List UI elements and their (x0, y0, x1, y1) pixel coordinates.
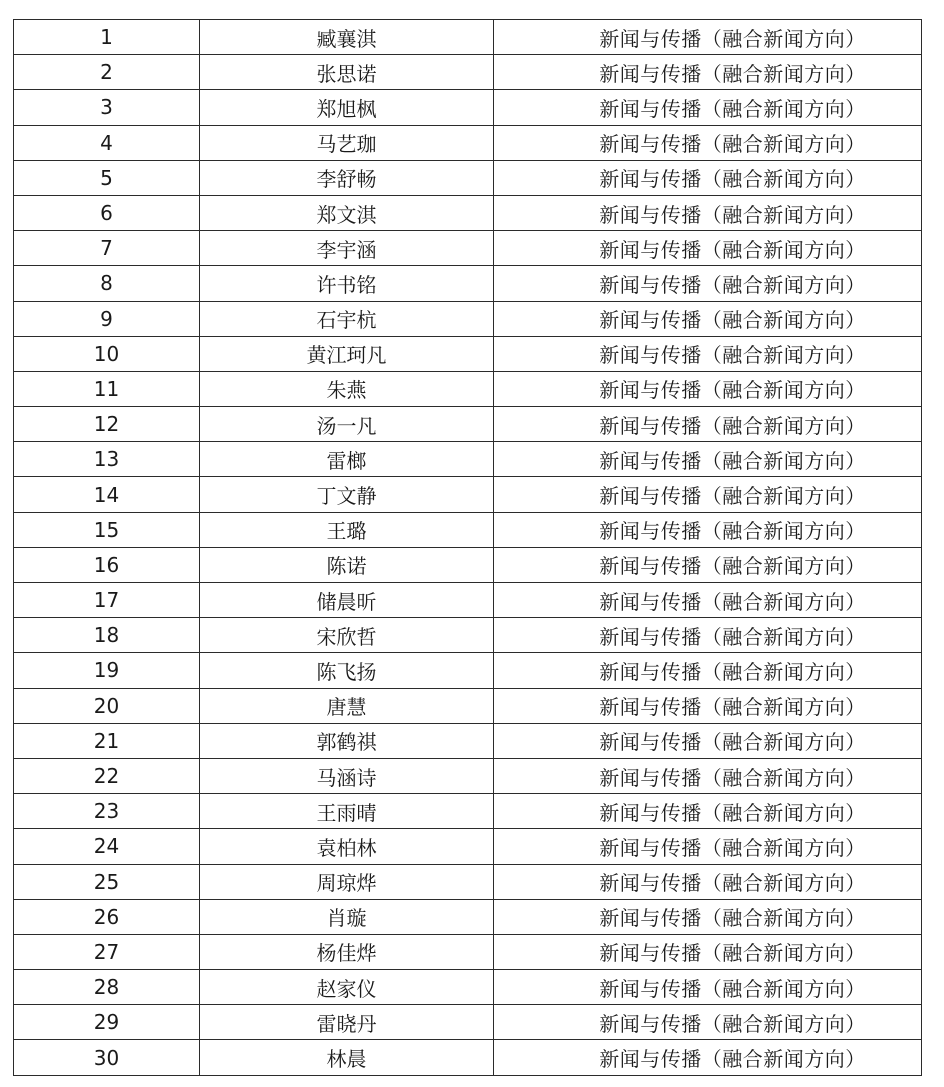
major-cell: 新闻与传播（融合新闻方向） (494, 195, 922, 230)
table-row (14, 1040, 922, 1075)
student-name-cell: 马涵诗 (200, 758, 494, 793)
student-name-cell: 王雨晴 (200, 794, 494, 829)
table-row (14, 195, 922, 230)
table-row (14, 899, 922, 934)
row-number-cell: 20 (14, 688, 200, 723)
row-number-cell: 3 (14, 90, 200, 125)
student-name-cell: 赵家仪 (200, 970, 494, 1005)
table-row (14, 477, 922, 512)
row-number-cell: 13 (14, 442, 200, 477)
table-row (14, 55, 922, 90)
table-row (14, 90, 922, 125)
table-row (14, 688, 922, 723)
student-name-cell: 臧襄淇 (200, 20, 494, 55)
student-name-cell: 李宇涵 (200, 231, 494, 266)
student-name-cell: 黄江珂凡 (200, 336, 494, 371)
table-row (14, 442, 922, 477)
table-row (14, 794, 922, 829)
row-number-cell: 12 (14, 407, 200, 442)
student-name-cell: 汤一凡 (200, 407, 494, 442)
major-cell: 新闻与传播（融合新闻方向） (494, 970, 922, 1005)
major-cell: 新闻与传播（融合新闻方向） (494, 160, 922, 195)
table-row (14, 934, 922, 969)
major-cell: 新闻与传播（融合新闻方向） (494, 653, 922, 688)
major-cell: 新闻与传播（融合新闻方向） (494, 1040, 922, 1075)
table-row (14, 970, 922, 1005)
major-cell: 新闻与传播（融合新闻方向） (494, 583, 922, 618)
student-name-cell: 李舒畅 (200, 160, 494, 195)
row-number-cell: 5 (14, 160, 200, 195)
student-name-cell: 王璐 (200, 512, 494, 547)
student-name-cell: 杨佳烨 (200, 934, 494, 969)
major-cell: 新闻与传播（融合新闻方向） (494, 266, 922, 301)
table-row (14, 723, 922, 758)
row-number-cell: 18 (14, 618, 200, 653)
table-row (14, 653, 922, 688)
student-name-cell: 雷榔 (200, 442, 494, 477)
table-row (14, 829, 922, 864)
student-name-cell: 张思诺 (200, 55, 494, 90)
major-cell: 新闻与传播（融合新闻方向） (494, 688, 922, 723)
table-row (14, 20, 922, 55)
table-body (14, 20, 922, 1076)
table-row (14, 758, 922, 793)
student-name-cell: 朱燕 (200, 371, 494, 406)
row-number-cell: 17 (14, 583, 200, 618)
row-number-cell: 7 (14, 231, 200, 266)
major-cell: 新闻与传播（融合新闻方向） (494, 20, 922, 55)
student-name-cell: 郭鹤祺 (200, 723, 494, 758)
row-number-cell: 16 (14, 547, 200, 582)
row-number-cell: 6 (14, 195, 200, 230)
major-cell: 新闻与传播（融合新闻方向） (494, 477, 922, 512)
major-cell: 新闻与传播（融合新闻方向） (494, 301, 922, 336)
student-name-cell: 储晨昕 (200, 583, 494, 618)
major-cell: 新闻与传播（融合新闻方向） (494, 864, 922, 899)
major-cell: 新闻与传播（融合新闻方向） (494, 758, 922, 793)
major-cell: 新闻与传播（融合新闻方向） (494, 55, 922, 90)
row-number-cell: 15 (14, 512, 200, 547)
table-row (14, 266, 922, 301)
row-number-cell: 8 (14, 266, 200, 301)
row-number-cell: 14 (14, 477, 200, 512)
table-row (14, 864, 922, 899)
row-number-cell: 22 (14, 758, 200, 793)
table-row (14, 371, 922, 406)
table-row (14, 618, 922, 653)
student-name-cell: 陈飞扬 (200, 653, 494, 688)
student-name-cell: 马艺珈 (200, 125, 494, 160)
row-number-cell: 23 (14, 794, 200, 829)
row-number-cell: 24 (14, 829, 200, 864)
major-cell: 新闻与传播（融合新闻方向） (494, 231, 922, 266)
row-number-cell: 27 (14, 934, 200, 969)
row-number-cell: 29 (14, 1005, 200, 1040)
major-cell: 新闻与传播（融合新闻方向） (494, 442, 922, 477)
student-name-cell: 石宇杭 (200, 301, 494, 336)
row-number-cell: 19 (14, 653, 200, 688)
table-row (14, 125, 922, 160)
row-number-cell: 9 (14, 301, 200, 336)
student-name-cell: 袁柏林 (200, 829, 494, 864)
student-name-cell: 郑文淇 (200, 195, 494, 230)
student-name-cell: 丁文静 (200, 477, 494, 512)
major-cell: 新闻与传播（融合新闻方向） (494, 1005, 922, 1040)
row-number-cell: 4 (14, 125, 200, 160)
major-cell: 新闻与传播（融合新闻方向） (494, 90, 922, 125)
student-name-cell: 唐慧 (200, 688, 494, 723)
row-number-cell: 2 (14, 55, 200, 90)
table-row (14, 160, 922, 195)
major-cell: 新闻与传播（融合新闻方向） (494, 618, 922, 653)
table-row (14, 1005, 922, 1040)
major-cell: 新闻与传播（融合新闻方向） (494, 407, 922, 442)
student-name-cell: 宋欣哲 (200, 618, 494, 653)
table-row (14, 336, 922, 371)
major-cell: 新闻与传播（融合新闻方向） (494, 512, 922, 547)
row-number-cell: 30 (14, 1040, 200, 1075)
table-row (14, 231, 922, 266)
major-cell: 新闻与传播（融合新闻方向） (494, 829, 922, 864)
row-number-cell: 28 (14, 970, 200, 1005)
major-cell: 新闻与传播（融合新闻方向） (494, 125, 922, 160)
major-cell: 新闻与传播（融合新闻方向） (494, 899, 922, 934)
row-number-cell: 1 (14, 20, 200, 55)
row-number-cell: 10 (14, 336, 200, 371)
row-number-cell: 21 (14, 723, 200, 758)
major-cell: 新闻与传播（融合新闻方向） (494, 934, 922, 969)
student-name-cell: 郑旭枫 (200, 90, 494, 125)
student-name-cell: 周琼烨 (200, 864, 494, 899)
row-number-cell: 11 (14, 371, 200, 406)
table-row (14, 547, 922, 582)
table-row (14, 583, 922, 618)
table-row (14, 407, 922, 442)
row-number-cell: 26 (14, 899, 200, 934)
major-cell: 新闻与传播（融合新闻方向） (494, 336, 922, 371)
student-name-cell: 肖璇 (200, 899, 494, 934)
student-name-cell: 陈诺 (200, 547, 494, 582)
table-row (14, 512, 922, 547)
major-cell: 新闻与传播（融合新闻方向） (494, 547, 922, 582)
student-name-cell: 雷晓丹 (200, 1005, 494, 1040)
major-cell: 新闻与传播（融合新闻方向） (494, 371, 922, 406)
student-name-cell: 林晨 (200, 1040, 494, 1075)
major-cell: 新闻与传播（融合新闻方向） (494, 723, 922, 758)
row-number-cell: 25 (14, 864, 200, 899)
table-row (14, 301, 922, 336)
major-cell: 新闻与传播（融合新闻方向） (494, 794, 922, 829)
student-list-table (13, 19, 922, 1076)
student-name-cell: 许书铭 (200, 266, 494, 301)
